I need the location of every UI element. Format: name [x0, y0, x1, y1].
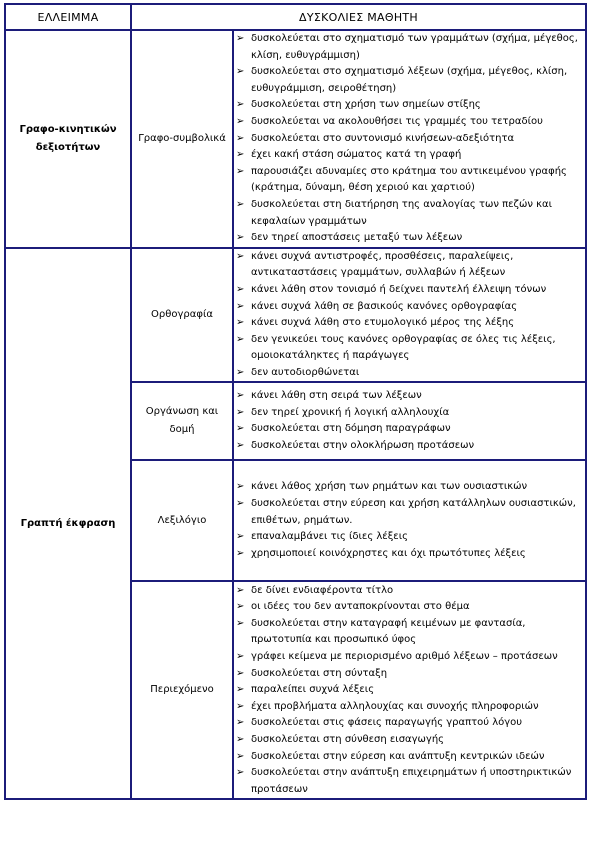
arrow-bullet-icon: ➢ — [236, 99, 245, 111]
arrow-bullet-icon: ➢ — [236, 750, 245, 762]
list-item — [234, 114, 585, 131]
difficulty-item-text: οι ιδέες του δεν ανταποκρίνονται στο θέμα — [251, 601, 470, 613]
list-item — [234, 749, 585, 766]
difficulty-item-text: δυσκολεύεται στο συντονισμό κινήσεων-αδεξιότητα — [251, 132, 515, 144]
arrow-bullet-icon: ➢ — [236, 115, 245, 127]
arrow-bullet-icon: ➢ — [236, 300, 245, 312]
arrow-bullet-icon: ➢ — [236, 481, 245, 493]
arrow-bullet-icon: ➢ — [236, 601, 245, 613]
difficulty-item-text: δυσκολεύεται στη δόμηση παραγράφων — [251, 423, 451, 435]
arrow-bullet-icon: ➢ — [236, 584, 245, 596]
list-item — [234, 732, 585, 749]
table-row — [5, 248, 586, 383]
list-item — [234, 529, 585, 546]
list-item — [234, 164, 585, 197]
difficulty-list — [234, 388, 585, 454]
list-item — [234, 438, 585, 455]
subcategory-organization: Οργάνωση και δομή — [131, 382, 233, 460]
deficit-area-graphomotor: Γραφο-κινητικών δεξιοτήτων — [5, 30, 131, 248]
difficulty-item-text: παρουσιάζει αδυναμίες στο κράτημα του αντικειμένου γραφής (κράτημα, δύναμη, θέση χεριού και χαρτιού) — [251, 165, 567, 194]
difficulty-item-text: κάνει λάθη στον τονισμό ή δείχνει παντελή έλλειψη τόνων — [251, 283, 547, 295]
arrow-bullet-icon: ➢ — [236, 33, 245, 44]
arrow-bullet-icon: ➢ — [236, 232, 245, 244]
difficulty-item-text: δυσκολεύεται στην εύρεση και χρήση κατάλληλων ουσιαστικών, επιθέτων, ρημάτων. — [251, 498, 576, 526]
list-item — [234, 131, 585, 148]
difficulty-item-text: δεν τηρεί αποστάσεις μεταξύ των λέξεων — [251, 232, 463, 244]
difficulty-item-text: δυσκολεύεται στην ολοκλήρωση προτάσεων — [251, 440, 475, 452]
list-item — [234, 496, 585, 529]
list-item — [234, 230, 585, 247]
arrow-bullet-icon: ➢ — [236, 547, 245, 559]
arrow-bullet-icon: ➢ — [236, 717, 245, 729]
arrow-bullet-icon: ➢ — [236, 406, 245, 418]
difficulty-list — [234, 31, 585, 247]
arrow-bullet-icon: ➢ — [236, 283, 245, 295]
difficulty-item-text: παραλείπει συχνά λέξεις — [251, 684, 375, 696]
difficulty-item-text: δυσκολεύεται να ακολουθήσει τις γραμμές του τετραδίου — [251, 115, 543, 127]
subcategory-vocabulary: Λεξιλόγιο — [131, 460, 233, 581]
difficulty-item-text: δυσκολεύεται στην ανάπτυξη επιχειρημάτων ή υποστηρικτικών προτάσεων — [251, 767, 572, 795]
arrow-bullet-icon: ➢ — [236, 132, 245, 144]
arrow-bullet-icon: ➢ — [236, 66, 245, 78]
list-item — [234, 616, 585, 649]
difficulty-list-cell — [233, 581, 586, 799]
subcategory-graphosymbolic: Γραφο-συμβολικά — [131, 30, 233, 248]
list-item — [234, 649, 585, 666]
difficulty-item-text: δεν γενικεύει τους κανόνες ορθογραφίας σε όλες τις λέξεις, ομοιοκατάληκτες ή παράγωγες — [251, 333, 556, 362]
list-item — [234, 765, 585, 798]
arrow-bullet-icon: ➢ — [236, 684, 245, 696]
list-item — [234, 97, 585, 114]
arrow-bullet-icon: ➢ — [236, 149, 245, 161]
arrow-bullet-icon: ➢ — [236, 317, 245, 329]
list-item — [234, 583, 585, 600]
difficulty-list-cell — [233, 382, 586, 460]
difficulty-item-text: δυσκολεύεται στη σύνταξη — [251, 667, 388, 679]
arrow-bullet-icon: ➢ — [236, 165, 245, 177]
list-item — [234, 546, 585, 563]
difficulty-item-text: δυσκολεύεται στη χρήση των σημείων στίξης — [251, 99, 481, 111]
difficulty-item-text: κάνει λάθος χρήση των ρημάτων και των ουσιαστικών — [251, 481, 528, 493]
subcategory-content: Περιεχόμενο — [131, 581, 233, 799]
difficulty-item-text: δυσκολεύεται στο σχηματισμό λέξεων (σχήμα, μέγεθος, κλίση, ευθυγράμμιση, σειροθέτηση) — [251, 66, 568, 94]
difficulty-item-text: δεν τηρεί χρονική ή λογική αλληλουχία — [251, 406, 450, 418]
list-item — [234, 365, 585, 382]
deficit-area-written-expression: Γραπτή έκφραση — [5, 248, 131, 800]
list-item — [234, 147, 585, 164]
list-item — [234, 421, 585, 438]
difficulty-item-text: δυσκολεύεται στην εύρεση και ανάπτυξη κεντρικών ιδεών — [251, 750, 545, 762]
list-item — [234, 249, 585, 282]
difficulty-item-text: έχει κακή στάση σώματος κατά τη γραφή — [251, 149, 462, 161]
arrow-bullet-icon: ➢ — [236, 390, 245, 402]
table-header-row — [5, 4, 586, 30]
difficulty-item-text: δυσκολεύεται στην καταγραφή κειμένων με φαντασία, πρωτοτυπία και προσωπικό ύφος — [251, 617, 526, 646]
difficulty-item-text: κάνει λάθη στη σειρά των λέξεων — [251, 390, 422, 402]
list-item — [234, 332, 585, 365]
list-item — [234, 715, 585, 732]
arrow-bullet-icon: ➢ — [236, 667, 245, 679]
subcategory-spelling: Ορθογραφία — [131, 248, 233, 383]
difficulty-item-text: δυσκολεύεται στη διατήρηση της αναλογίας των πεζών και κεφαλαίων γραμμάτων — [251, 198, 552, 227]
arrow-bullet-icon: ➢ — [236, 650, 245, 662]
list-item — [234, 315, 585, 332]
difficulty-item-text: έχει προβλήματα αλληλουχίας και συνοχής πληροφοριών — [251, 700, 539, 712]
difficulty-item-text: δυσκολεύεται στη σύνθεση εισαγωγής — [251, 733, 445, 745]
arrow-bullet-icon: ➢ — [236, 198, 245, 210]
list-item — [234, 299, 585, 316]
header-deficit: ΕΛΛΕΙΜΜΑ — [5, 4, 131, 30]
list-item — [234, 479, 585, 496]
arrow-bullet-icon: ➢ — [236, 333, 245, 345]
arrow-bullet-icon: ➢ — [236, 617, 245, 629]
difficulty-list — [234, 479, 585, 562]
table-row — [5, 30, 586, 248]
difficulty-item-text: κάνει συχνά λάθη σε βασικούς κανόνες ορθογραφίας — [251, 300, 518, 312]
difficulty-item-text: χρησιμοποιεί κοινόχρηστες και όχι πρωτότυπες λέξεις — [251, 547, 526, 559]
list-item — [234, 405, 585, 422]
list-item — [234, 31, 585, 64]
difficulty-item-text: δεν αυτοδιορθώνεται — [251, 366, 360, 378]
list-item — [234, 599, 585, 616]
difficulty-list — [234, 249, 585, 382]
header-student-difficulties: ΔΥΣΚΟΛΙΕΣ ΜΑΘΗΤΗ — [131, 4, 586, 30]
list-item — [234, 282, 585, 299]
difficulty-item-text: κάνει συχνά αντιστροφές, προσθέσεις, παραλείψεις, αντικαταστάσεις γραμμάτων, συλλαβών ή λέξεων — [251, 250, 514, 279]
arrow-bullet-icon: ➢ — [236, 440, 245, 452]
arrow-bullet-icon: ➢ — [236, 498, 245, 510]
arrow-bullet-icon: ➢ — [236, 767, 245, 779]
difficulty-item-text: γράφει κείμενα με περιορισμένο αριθμό λέξεων – προτάσεων — [251, 650, 558, 662]
list-item — [234, 64, 585, 97]
list-item — [234, 682, 585, 699]
arrow-bullet-icon: ➢ — [236, 700, 245, 712]
difficulty-item-text: δυσκολεύεται στις φάσεις παραγωγής γραπτού λόγου — [251, 717, 523, 729]
list-item — [234, 388, 585, 405]
arrow-bullet-icon: ➢ — [236, 423, 245, 435]
arrow-bullet-icon: ➢ — [236, 366, 245, 378]
arrow-bullet-icon: ➢ — [236, 733, 245, 745]
difficulty-list-cell — [233, 460, 586, 581]
list-item — [234, 666, 585, 683]
difficulty-list-cell — [233, 30, 586, 248]
arrow-bullet-icon: ➢ — [236, 531, 245, 543]
list-item — [234, 699, 585, 716]
difficulty-item-text: επαναλαμβάνει τις ίδιες λέξεις — [251, 531, 408, 543]
difficulty-item-text: κάνει συχνά λάθη στο ετυμολογικό μέρος της λέξης — [251, 317, 515, 329]
difficulties-table — [4, 3, 587, 800]
difficulty-item-text: δυσκολεύεται στο σχηματισμό των γραμμάτων (σχήμα, μέγεθος, κλίση, ευθυγράμμιση) — [251, 33, 578, 61]
difficulty-list-cell — [233, 248, 586, 383]
arrow-bullet-icon: ➢ — [236, 250, 245, 262]
list-item — [234, 197, 585, 230]
difficulty-item-text: δε δίνει ενδιαφέροντα τίτλο — [251, 584, 394, 596]
difficulty-list — [234, 583, 585, 799]
